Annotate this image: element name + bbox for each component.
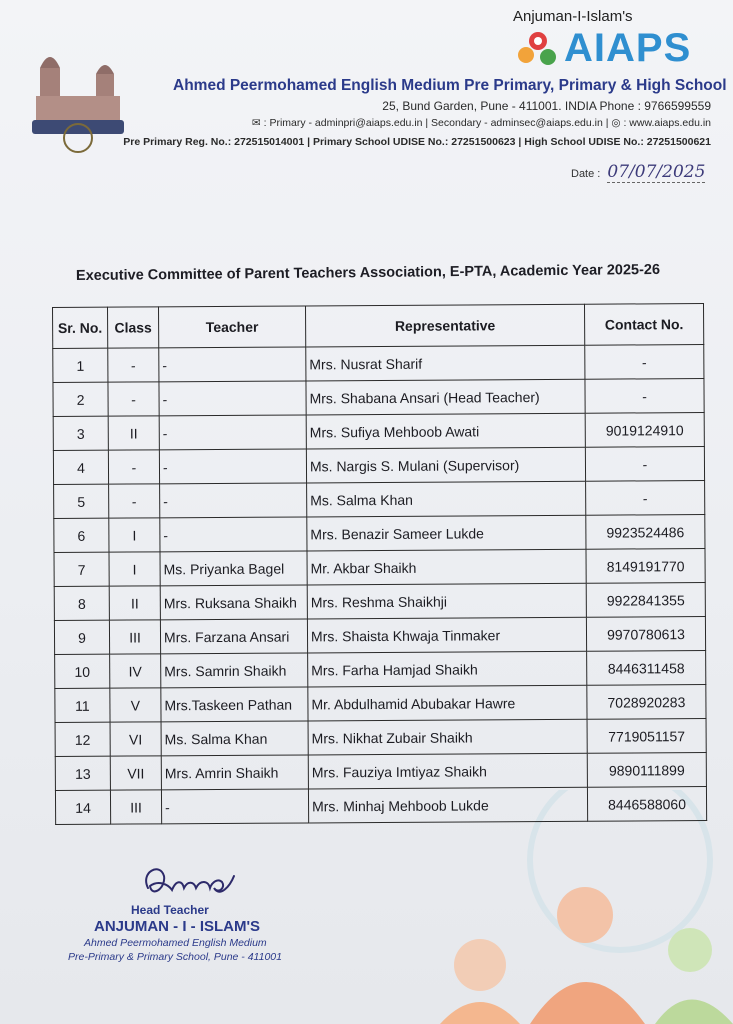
cell-contact: - (585, 345, 704, 380)
cell-contact: 8446311458 (587, 651, 706, 686)
header-class: Class (108, 307, 159, 348)
cell-contact: - (585, 447, 704, 482)
cell-contact: 7028920283 (587, 685, 706, 720)
cell-sr-no: 4 (53, 450, 108, 484)
table-row (54, 583, 705, 621)
cell-teacher: Ms. Priyanka Bagel (160, 551, 307, 586)
cell-class: I (109, 552, 160, 586)
document-title: Executive Committee of Parent Teachers Association, E-PTA, Academic Year 2025-26 (75, 261, 661, 285)
table-row (55, 651, 706, 689)
signatory-organization: ANJUMAN - I - ISLAM'S (94, 918, 261, 935)
cell-representative: Mrs. Nikhat Zubair Shaikh (308, 719, 587, 755)
seal-logo (26, 38, 130, 154)
cell-contact: 7719051157 (587, 719, 706, 754)
stamp-line-1: Ahmed Peermohamed English Medium (84, 937, 267, 949)
cell-sr-no: 8 (54, 586, 109, 620)
table-row (53, 413, 704, 451)
table-row (53, 379, 704, 417)
registration-numbers: Pre Primary Reg. No.: 272515014001 | Primary School UDISE No.: 27251500623 | High School UDISE No.: 27251500621 (123, 136, 711, 148)
cell-sr-no: 7 (54, 552, 109, 586)
cell-representative: Ms. Salma Khan (307, 481, 586, 517)
cell-sr-no: 10 (55, 654, 110, 688)
contact-emails: ✉ : Primary - adminpri@aiaps.edu.in | Secondary - adminsec@aiaps.edu.in | ◎ : www.aiaps.edu.in (251, 117, 711, 129)
header-teacher: Teacher (159, 306, 306, 348)
table-row (55, 787, 706, 825)
cell-class: III (110, 790, 161, 824)
cell-teacher: Mrs. Farzana Ansari (160, 619, 307, 654)
cell-sr-no: 13 (55, 756, 110, 790)
table-row (54, 481, 705, 519)
cell-teacher: - (159, 449, 306, 484)
cell-representative: Mrs. Farha Hamjad Shaikh (308, 651, 587, 687)
cell-class: VII (110, 756, 161, 790)
cell-contact: 9923524486 (586, 515, 705, 550)
cell-contact: - (586, 481, 705, 516)
cell-representative: Mr. Akbar Shaikh (307, 549, 586, 585)
cell-teacher: Mrs.Taskeen Pathan (161, 687, 308, 722)
cell-teacher: - (159, 347, 306, 382)
cell-class: VI (110, 722, 161, 756)
cell-representative: Mrs. Reshma Shaikhji (307, 583, 586, 619)
cell-representative: Mrs. Fauziya Imtiyaz Shaikh (308, 753, 587, 789)
cell-class: - (108, 382, 159, 416)
cell-teacher: - (159, 381, 306, 416)
cell-sr-no: 14 (55, 790, 110, 824)
cell-teacher: - (160, 483, 307, 518)
cell-sr-no: 11 (55, 688, 110, 722)
brand-header (512, 26, 691, 71)
cell-sr-no: 6 (54, 518, 109, 552)
cell-sr-no: 3 (53, 416, 108, 450)
date-label: Date : (571, 168, 601, 180)
cell-representative: Mr. Abdulhamid Abubakar Hawre (308, 685, 587, 721)
cell-contact: 9890111899 (587, 753, 706, 788)
cell-representative: Ms. Nargis S. Mulani (Supervisor) (306, 447, 585, 483)
committee-table (52, 303, 707, 825)
cell-representative: Mrs. Sufiya Mehboob Awati (306, 413, 585, 449)
cell-class: II (109, 586, 160, 620)
cell-contact: 8446588060 (587, 787, 706, 822)
children-globe-icon (512, 27, 560, 71)
school-address: 25, Bund Garden, Pune - 411001. INDIA Phone : 9766599559 (382, 99, 711, 113)
cell-contact: 9970780613 (586, 617, 705, 652)
cell-class: - (109, 484, 160, 518)
table-row (54, 515, 705, 553)
cell-sr-no: 1 (53, 348, 108, 382)
cell-class: I (109, 518, 160, 552)
table-row (54, 549, 705, 587)
header-representative: Representative (305, 304, 584, 347)
cell-representative: Mrs. Nusrat Sharif (306, 345, 585, 381)
cell-contact: 9019124910 (585, 413, 704, 448)
cell-teacher: - (160, 517, 307, 552)
cell-teacher: Mrs. Samrin Shaikh (161, 653, 308, 688)
stamp-line-2: Pre-Primary & Primary School, Pune - 411001 (68, 951, 282, 963)
cell-representative: Mrs. Shabana Ansari (Head Teacher) (306, 379, 585, 415)
cell-sr-no: 2 (53, 382, 108, 416)
cell-class: II (108, 416, 159, 450)
cell-teacher: Mrs. Amrin Shaikh (161, 755, 308, 790)
table-row (54, 617, 705, 655)
table-row (55, 719, 706, 757)
table-row (55, 685, 706, 723)
cell-contact: - (585, 379, 704, 414)
cell-representative: Mrs. Shaista Khwaja Tinmaker (307, 617, 586, 653)
cell-class: III (109, 620, 160, 654)
table-row (55, 753, 706, 791)
signatory-title: Head Teacher (131, 903, 209, 917)
header-sr-no: Sr. No. (53, 307, 108, 348)
cell-teacher: Mrs. Ruksana Shaikh (160, 585, 307, 620)
header-contact: Contact No. (584, 304, 703, 346)
cell-class: - (108, 450, 159, 484)
table-row (53, 345, 704, 383)
cell-representative: Mrs. Minhaj Mehboob Lukde (308, 787, 587, 823)
cell-class: V (110, 688, 161, 722)
cell-teacher: Ms. Salma Khan (161, 721, 308, 756)
date-line (571, 162, 705, 182)
watermark-illustration (420, 790, 733, 1024)
cell-teacher: - (159, 415, 306, 450)
cell-contact: 8149191770 (586, 549, 705, 584)
cell-sr-no: 9 (54, 620, 109, 654)
date-value: 07/07/2025 (607, 162, 706, 182)
handwritten-signature (138, 858, 238, 906)
school-name: Ahmed Peermohamed English Medium Pre Primary, Primary & High School (173, 77, 727, 94)
cell-class: - (108, 348, 159, 382)
cell-contact: 9922841355 (586, 583, 705, 618)
table-row (53, 447, 704, 485)
cell-class: IV (110, 654, 161, 688)
table-header-row (53, 304, 704, 349)
brand-tagline: Anjuman-I-Islam's (513, 8, 633, 25)
cell-teacher: - (161, 789, 308, 824)
cell-representative: Mrs. Benazir Sameer Lukde (307, 515, 586, 551)
brand-name: AIAPS (564, 26, 692, 70)
cell-sr-no: 5 (54, 484, 109, 518)
cell-sr-no: 12 (55, 722, 110, 756)
